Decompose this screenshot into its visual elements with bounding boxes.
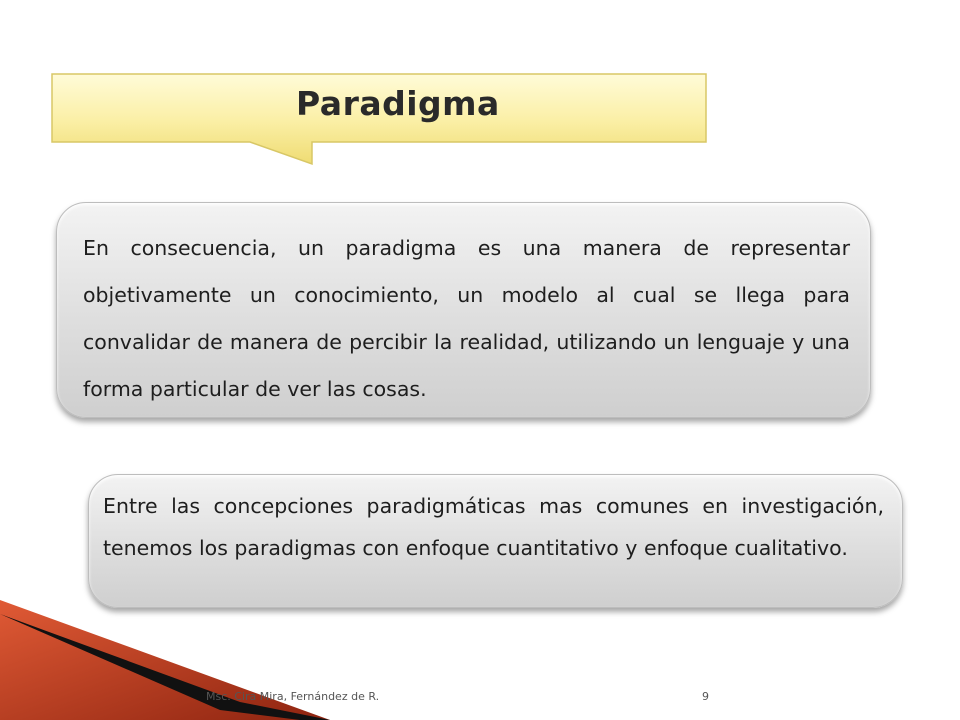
definition-text: En consecuencia, un paradigma es una manera de representar objetivamente un conocimiento, un modelo al cual se llega para convalidar de manera de percibir la realidad, utilizando un lenguaje y una forma particular de ver las cosas.: [83, 236, 850, 401]
definition-box: [56, 202, 871, 418]
slide-title: Paradigma: [296, 84, 500, 123]
corner-decoration: [0, 560, 960, 720]
footer-author: Msc. Cira Mira, Fernández de R.: [206, 690, 380, 703]
conceptions-text: Entre las concepciones paradigmáticas mas comunes en investigación, tenemos los paradigmas con enfoque cuantitativo y enfoque cualitativo.: [103, 494, 884, 560]
title-callout: [50, 72, 708, 144]
page-number: 9: [702, 690, 709, 703]
